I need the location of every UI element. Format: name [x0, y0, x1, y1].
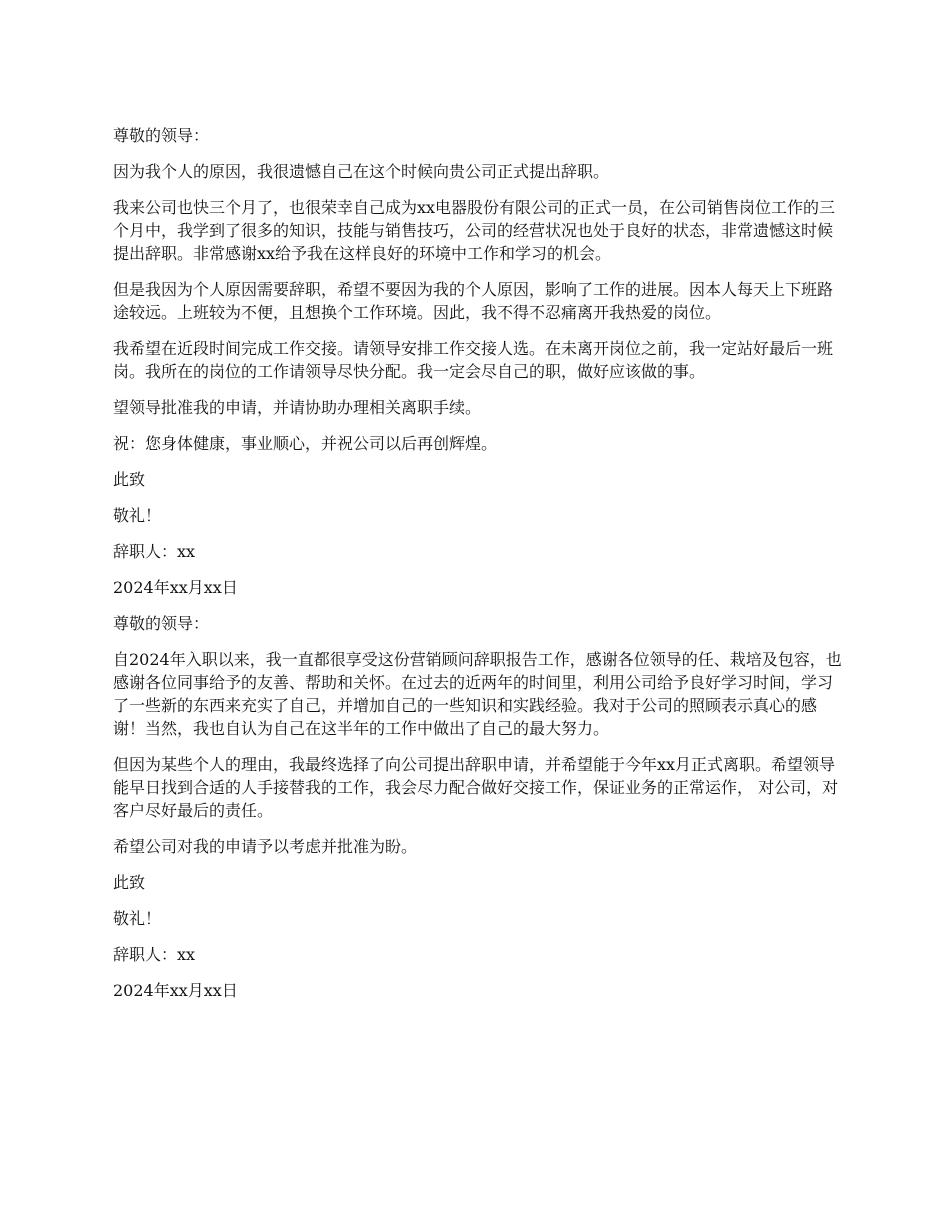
letter-2-paragraph-1: 自2024年入职以来，我一直都很享受这份营销顾问辞职报告工作，感谢各位领导的任、栽培及包容，也感谢各位同事给予的友善、帮助和关怀。在过去的近两年的时间里，利用公司给予良好学习时间，学习了一些新的东西来充实了自己，并增加自己的一些知识和实践经验。我对于公司的照顾表示真心的感谢！当然，我也自认为自己在这半年的工作中做出了自己的最大努力。 — [113, 650, 842, 738]
letter-1-date: 2024年xx月xx日 — [113, 578, 238, 597]
letter-1-paragraph-2: 我来公司也快三个月了，也很荣幸自己成为xx电器股份有限公司的正式一员，在公司销售岗位工作的三个月中，我学到了很多的知识，技能与销售技巧，公司的经营状况也处于良好的状态，非常遗憾这时候提出辞职。非常感谢xx给予我在这样良好的环境中工作和学习的机会。 — [113, 198, 836, 263]
letter-1-paragraph-5: 望领导批准我的申请，并请协助办理相关离职手续。 — [113, 398, 482, 417]
letter-1-paragraph-6: 祝：您身体健康，事业顺心，并祝公司以后再创辉煌。 — [113, 434, 498, 453]
letter-2-salutation: 尊敬的领导： — [113, 614, 210, 633]
document-page — [113, 124, 843, 1015]
letter-2-signature: 辞职人：xx — [113, 945, 196, 964]
letter-1-paragraph-3: 但是我因为个人原因需要辞职，希望不要因为我的个人原因，影响了工作的进展。因本人每天上下班路途较远。上班较为不便，且想换个工作环境。因此，我不得不忍痛离开我热爱的岗位。 — [113, 280, 834, 322]
letter-2-paragraph-3: 希望公司对我的申请予以考虑并批准为盼。 — [113, 837, 418, 856]
letter-1-closing: 此致 — [113, 470, 146, 489]
letter-2-date: 2024年xx月xx日 — [113, 981, 238, 1000]
letter-1-salutation: 尊敬的领导： — [113, 126, 210, 145]
letter-2-regards: 敬礼！ — [113, 909, 162, 928]
letter-1-paragraph-4: 我希望在近段时间完成工作交接。请领导安排工作交接人选。在未离开岗位之前，我一定站好最后一班岗。我所在的岗位的工作请领导尽快分配。我一定会尽自己的职，做好应该做的事。 — [113, 339, 834, 381]
letter-1-regards: 敬礼！ — [113, 506, 162, 525]
letter-1-signature: 辞职人：xx — [113, 542, 196, 561]
letter-1-paragraph-1: 因为我个人的原因，我很遗憾自己在这个时候向贵公司正式提出辞职。 — [113, 162, 610, 181]
letter-2-paragraph-2: 但因为某些个人的理由，我最终选择了向公司提出辞职申请，并希望能于今年xx月正式离职。希望领导能早日找到合适的人手接替我的工作，我会尽力配合做好交接工作，保证业务的正常运作， 对公司，对客户尽好最后的责任。 — [113, 755, 839, 820]
letter-2-closing: 此致 — [113, 873, 146, 892]
